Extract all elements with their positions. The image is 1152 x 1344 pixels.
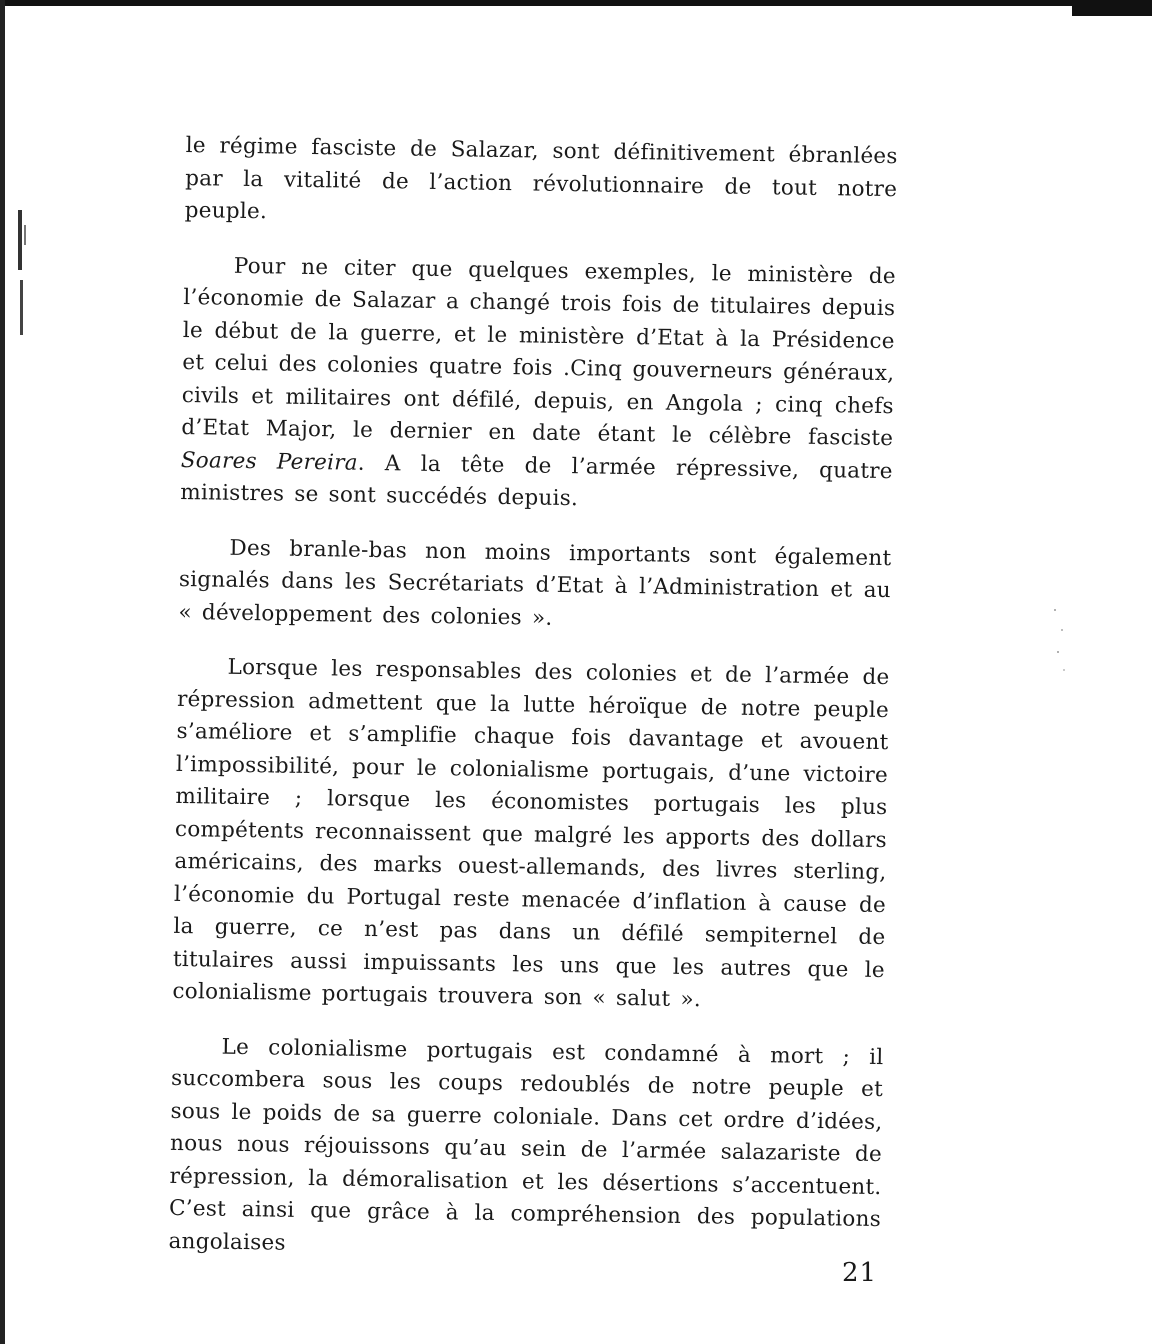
scan-binding-marks xyxy=(12,210,32,340)
text-run: Lorsque les responsables des colonies et de l’armée de répression admettent que la lutte héroïque de notre peuple s’améliore et s’amplifie chaque fois davantage et avouent l’impossibilité, pour le colonialisme portugais, d’une victoire militaire ; lorsque les économistes portugais les plus compétents reconnaissent que malgré les apports des dollars américains, des marks ouest-allemands, des livres sterling, l’économie du Portugal reste menacée d’inflation à cause de la guerre, ce n’est pas dans un défilé sempiternel de titulaires aussi impuissants les uns que les autres que le colonialisme portugais trouvera son « salut ». xyxy=(172,654,890,1013)
paragraph xyxy=(184,130,897,239)
text-run: le régime fasciste de Salazar, sont définitivement ébranlées par la vitalité de l’action révolutionnaire de tout notre peuple. xyxy=(184,132,898,225)
text-run: Pour ne citer que quelques exemples, le ministère de l’économie de Salazar a changé trois fois de titulaires depuis le début de la guerre, et le ministère d’Etat à la Présidence et celui des colonies quatre fois .Cinq gouverneurs généraux, civils et militaires ont défilé, depuis, en Angola ; cinq chefs d’Etat Major, le dernier en date étant le célèbre fasciste xyxy=(181,253,896,452)
page-number: 21 xyxy=(842,1258,878,1288)
scan-corner-mark xyxy=(1072,0,1152,16)
paragraph xyxy=(168,1030,883,1269)
page-body-text xyxy=(168,130,898,1291)
paragraph xyxy=(180,249,896,520)
paragraph xyxy=(178,531,891,640)
text-run: Des branle-bas non moins importants sont également signalés dans les Secrétariats d’Etat à l’Administration et au « développement des colonies ». xyxy=(178,535,892,631)
scan-speckle xyxy=(1050,600,1070,680)
scan-left-edge xyxy=(0,0,5,1344)
text-run: Le colonialisme portugais est condamné à mort ; il succombera sous les coups redoublés de notre peuple et sous le poids de sa guerre coloniale. Dans cet ordre d’idées, nous nous réjouissons qu’au sein de l’armée salazariste de répression, la démoralisation et les désertions s’accentuent. C’est ainsi que grâce à la compréhension des populations angolaises xyxy=(168,1034,884,1256)
italic-name: Soares Pereira xyxy=(180,447,358,476)
text-run: . A la tête de l’armée répressive, quatre ministres se sont succédés depuis. xyxy=(180,450,893,512)
paragraph xyxy=(172,651,890,1020)
scan-top-edge xyxy=(0,0,1152,6)
